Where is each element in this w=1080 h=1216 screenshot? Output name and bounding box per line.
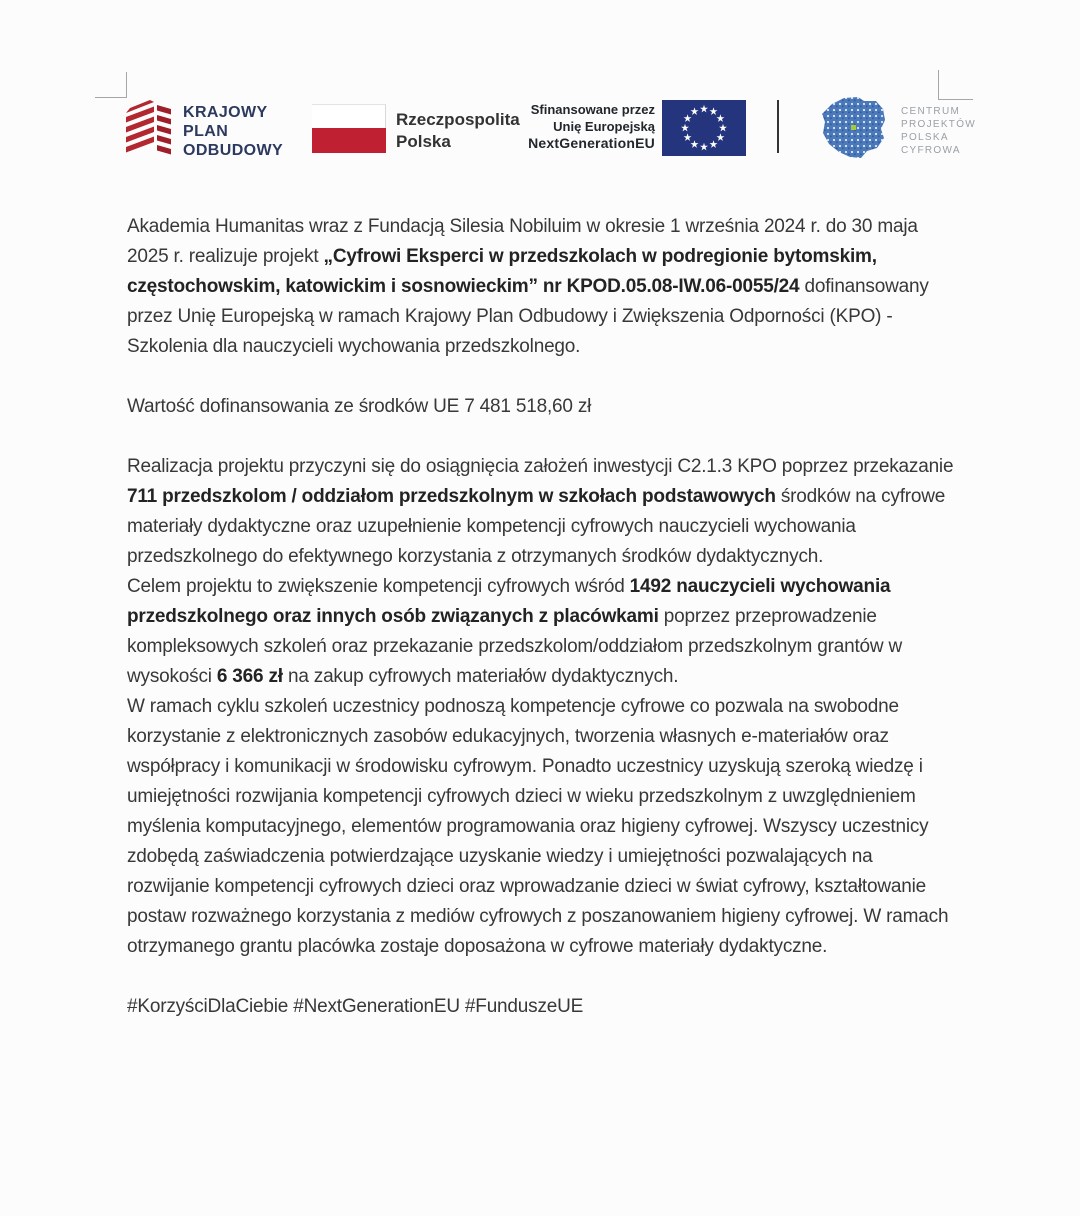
eu-funding-label-line: NextGenerationEU — [528, 135, 655, 151]
poland-label-line: Polska — [396, 132, 451, 151]
goal-subparagraph-1 — [127, 452, 957, 572]
aim-text-end: na zakup cyfrowych materiałów dydaktycznych. — [282, 666, 679, 687]
crop-mark-top-left — [95, 72, 127, 98]
preschools-count-bold: 711 przedszkolom / oddziałom przedszkolnym w szkołach podstawowych — [127, 486, 776, 507]
cppc-label — [901, 105, 976, 157]
paragraph-project-intro — [127, 212, 957, 362]
header-divider — [777, 100, 779, 153]
poland-flag-red-stripe — [312, 128, 386, 153]
paragraph-hashtags: #KorzyściDlaCiebie #NextGenerationEU #FunduszeUE — [127, 996, 584, 1017]
document-body — [127, 212, 957, 1052]
poland-flag-icon — [312, 104, 386, 153]
cppc-label-line: POLSKA — [901, 132, 949, 143]
aim-text: Celem projektu to zwiększenie kompetencji cyfrowych wśród — [127, 576, 630, 597]
cppc-label-line: CENTRUM — [901, 106, 961, 117]
eu-funding-label-line: Unię Europejską — [553, 119, 655, 134]
kpo-logo-label — [183, 103, 283, 160]
cppc-map-icon — [820, 96, 888, 162]
goal-subparagraph-3: W ramach cyklu szkoleń uczestnicy podnoszą kompetencje cyfrowe co pozwala na swobodne korzystanie z elektronicznych zasobów edukacyjnych, tworzenia własnych e-materiałów oraz współpracy i komunikacji w środowisku cyfrowym. Ponadto uczestnicy uzyskują szeroką wiedzę i umiejętności rozwijania kompetencji cyfrowych dzieci w wieku przedszkolnym z uwzględnieniem myślenia komputacyjnego, elementów programowania oraz higieny cyfrowej. Wszyscy uczestnicy zdobędą zaświadczenia potwierdzające uzyskanie wiedzy i umiejętności pozwalających na rozwijanie kompetencji cyfrowych dzieci oraz wprowadzanie dzieci w świat cyfrowy, kształtowanie postaw rozważnego korzystania z mediów cyfrowych z poszanowaniem higieny cyfrowej. W ramach otrzymanego grantu placówka zostaje doposażona w cyfrowe materiały dydaktyczne. — [127, 696, 949, 957]
poland-flag-white-stripe — [312, 104, 386, 128]
intro-text-cont: dofinansowany przez Unię Europejską w ramach Krajowy Plan Odbudowy i Zwiększenia Odporności (KPO) - Szkolenia dla nauczycieli wychowania przedszkolnego. — [127, 276, 929, 357]
cppc-label-line: CYFROWA — [901, 145, 961, 156]
grant-amount-bold: 6 366 zł — [216, 666, 283, 687]
eu-flag-icon — [662, 100, 746, 156]
teachers-count-bold: 1492 nauczycieli wychowania przedszkolnego oraz innych osób związanych z placówkami — [127, 576, 891, 627]
cppc-label-line: PROJEKTÓW — [901, 119, 977, 130]
goal-text-cont: środków na cyfrowe materiały dydaktyczne oraz uzupełnienie kompetencji cyfrowych nauczycieli wychowania przedszkolnego do efektywnego korzystania z otrzymanych środków dydaktycznych. — [127, 486, 946, 567]
crop-mark-top-right — [938, 70, 973, 100]
kpo-logo-label-line: ODBUDOWY — [183, 142, 284, 159]
poland-label-line: Rzeczpospolita — [396, 110, 520, 129]
kpo-logo-icon — [124, 97, 176, 161]
goal-text: Realizacja projektu przyczyni się do osiągnięcia założeń inwestycji C2.1.3 KPO poprzez przekazanie — [127, 456, 954, 477]
paragraph-funding-value: Wartość dofinansowania ze środków UE 7 481 518,60 zł — [127, 396, 592, 417]
kpo-logo-label-line: PLAN — [183, 123, 229, 140]
paragraph-project-goals — [127, 452, 957, 962]
eu-funding-label — [495, 101, 655, 152]
project-title-bold: „Cyfrowi Eksperci w przedszkolach w podregionie bytomskim, częstochowskim, katowickim i sosnowieckim” nr KPOD.05.08-IW.06-0055/24 — [127, 246, 877, 297]
intro-text: Akademia Humanitas wraz z Fundacją Silesia Nobiluim w okresie 1 września 2024 r. do 30 maja 2025 r. realizuje projekt — [127, 216, 918, 267]
kpo-logo-label-line: KRAJOWY — [183, 104, 268, 121]
eu-funding-label-line: Sfinansowane przez — [530, 102, 655, 117]
aim-text-cont: poprzez przeprowadzenie kompleksowych szkoleń oraz przekazanie przedszkolom/oddziałom przedszkolnym grantów w wysokości — [127, 606, 903, 687]
goal-subparagraph-2 — [127, 572, 957, 692]
